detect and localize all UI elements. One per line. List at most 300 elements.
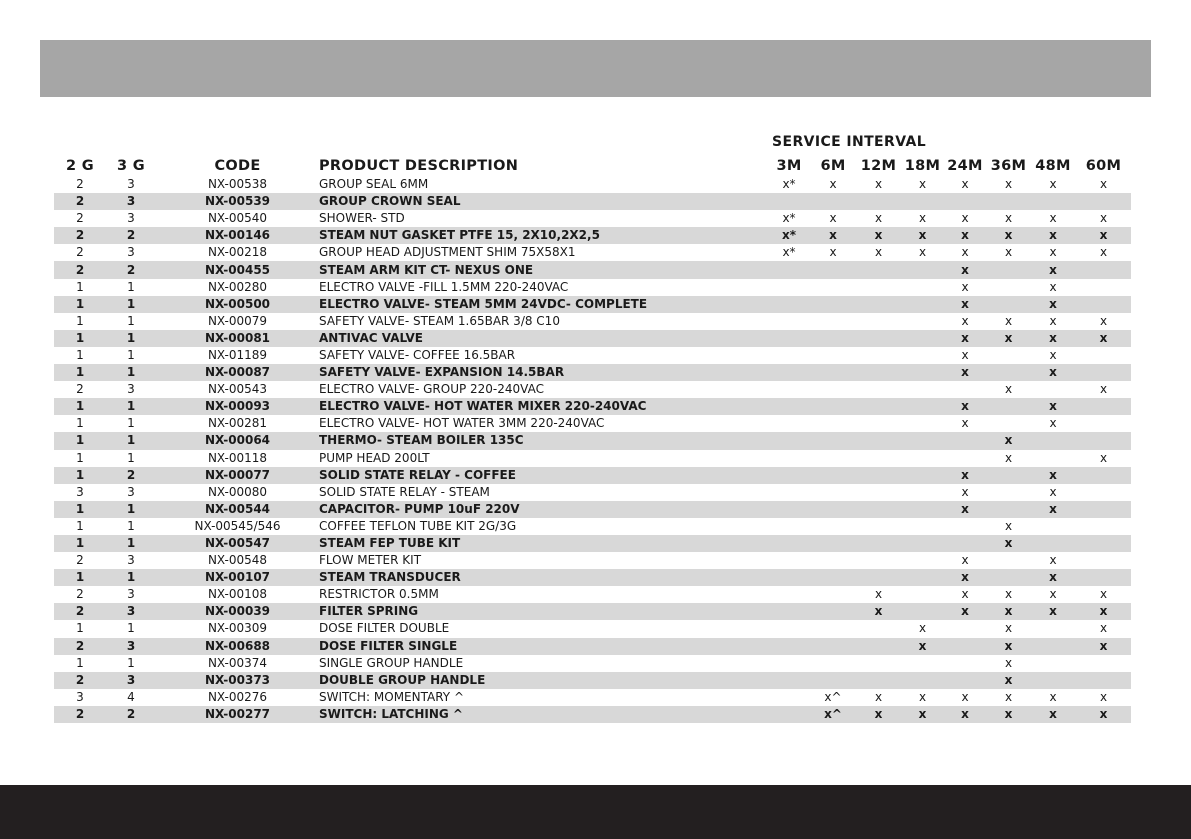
interval-36m-mark — [987, 467, 1030, 484]
interval-48m-mark: x — [1030, 227, 1076, 244]
interval-60m-mark: x — [1076, 330, 1131, 347]
code-cell: NX-00080 — [207, 484, 268, 499]
interval-3m-mark: x* — [782, 211, 796, 226]
interval-24m-mark: x — [961, 313, 969, 328]
interval-24m-mark: x — [943, 296, 987, 313]
description-cell: SAFETY VALVE- STEAM 1.65BAR 3/8 C10 — [319, 313, 560, 328]
interval-24m-mark: x — [961, 416, 969, 431]
interval-36m-mark — [987, 279, 1030, 296]
interval-12m-mark — [855, 330, 902, 347]
qty-3g-cell: 1 — [106, 330, 156, 347]
interval-6m-mark — [811, 313, 855, 330]
interval-6m-mark — [811, 501, 855, 518]
code-cell: NX-00373 — [156, 672, 319, 689]
description-cell: SINGLE GROUP HANDLE — [319, 655, 464, 670]
interval-60m-mark — [1076, 347, 1131, 364]
interval-24m-mark: x — [943, 364, 987, 381]
description-cell: THERMO- STEAM BOILER 135C — [319, 432, 767, 449]
table-row — [54, 381, 1131, 398]
interval-6m-mark — [811, 381, 855, 398]
code-cell: NX-00281 — [207, 416, 268, 431]
table-row — [54, 364, 1131, 381]
interval-36m-mark: x — [1004, 382, 1013, 397]
interval-6m-mark — [811, 535, 855, 552]
qty-2g-cell: 1 — [54, 398, 106, 415]
table-header-row — [54, 155, 1131, 176]
interval-18m-mark — [902, 450, 943, 467]
interval-18m-mark — [902, 330, 943, 347]
qty-2g-cell: 2 — [76, 177, 84, 192]
qty-3g-cell: 2 — [106, 467, 156, 484]
interval-3m-mark — [767, 296, 811, 313]
interval-12m-mark: x — [874, 587, 883, 602]
interval-3m-mark — [767, 432, 811, 449]
interval-60m-mark: x — [1099, 689, 1108, 704]
interval-6m-mark: x — [829, 211, 837, 226]
interval-6m-mark — [811, 296, 855, 313]
interval-24m-mark — [943, 193, 987, 210]
interval-18m-mark — [902, 398, 943, 415]
interval-3m-mark — [767, 415, 811, 432]
interval-12m-mark — [855, 518, 902, 535]
interval-60m-mark — [1076, 655, 1131, 672]
interval-3m-mark — [767, 193, 811, 210]
interval-48m-mark: x — [1030, 364, 1076, 381]
header-description: PRODUCT DESCRIPTION — [319, 157, 519, 174]
interval-6m-mark — [811, 484, 855, 501]
qty-3g-cell: 1 — [127, 655, 135, 670]
qty-3g-cell: 1 — [106, 364, 156, 381]
interval-48m-mark: x — [1049, 245, 1057, 260]
interval-18m-mark: x — [918, 177, 927, 192]
interval-60m-mark: x — [1099, 245, 1108, 260]
interval-60m-mark: x — [1076, 603, 1131, 620]
code-cell: NX-00688 — [156, 638, 319, 655]
interval-24m-mark: x — [961, 347, 969, 362]
table-row — [54, 261, 1131, 278]
interval-12m-mark — [855, 261, 902, 278]
interval-6m-mark — [811, 672, 855, 689]
interval-6m-mark — [811, 279, 855, 296]
interval-48m-mark — [1030, 655, 1076, 672]
interval-48m-mark: x — [1030, 467, 1076, 484]
interval-3m-mark: x* — [782, 177, 796, 192]
code-cell: NX-00093 — [156, 398, 319, 415]
interval-18m-mark — [902, 484, 943, 501]
qty-2g-cell: 1 — [54, 501, 106, 518]
interval-18m-mark: x — [918, 621, 927, 636]
interval-6m-mark — [811, 638, 855, 655]
header-interval-12m: 12M — [860, 157, 897, 174]
qty-2g-cell: 2 — [54, 603, 106, 620]
interval-36m-mark: x — [1004, 313, 1013, 328]
table-row — [54, 620, 1131, 637]
header-code: CODE — [214, 157, 261, 174]
interval-3m-mark — [767, 347, 811, 364]
code-cell: NX-00276 — [207, 689, 268, 704]
interval-3m-mark — [767, 655, 811, 672]
interval-3m-mark — [767, 638, 811, 655]
qty-3g-cell: 2 — [106, 706, 156, 723]
interval-12m-mark — [855, 672, 902, 689]
description-cell: SAFETY VALVE- COFFEE 16.5BAR — [319, 347, 516, 362]
description-cell: SHOWER- STD — [319, 211, 405, 226]
interval-6m-mark — [811, 603, 855, 620]
interval-3m-mark — [767, 381, 811, 398]
interval-18m-mark: x — [918, 245, 927, 260]
table-row — [54, 244, 1131, 261]
description-cell: ELECTRO VALVE- HOT WATER MIXER 220-240VAC — [319, 398, 767, 415]
qty-2g-cell: 2 — [54, 706, 106, 723]
interval-24m-mark: x — [943, 467, 987, 484]
interval-18m-mark — [902, 296, 943, 313]
qty-2g-cell: 1 — [76, 450, 84, 465]
qty-2g-cell: 1 — [54, 569, 106, 586]
qty-3g-cell: 1 — [106, 501, 156, 518]
interval-36m-mark: x — [987, 706, 1030, 723]
table-row — [54, 279, 1131, 296]
table-row — [54, 638, 1131, 655]
qty-3g-cell: 3 — [127, 382, 135, 397]
interval-36m-mark: x — [1004, 587, 1013, 602]
table-row — [54, 176, 1131, 193]
interval-48m-mark — [1030, 432, 1076, 449]
interval-24m-mark: x — [961, 553, 969, 568]
interval-12m-mark — [855, 193, 902, 210]
interval-6m-mark: x^ — [824, 689, 842, 704]
interval-36m-mark: x — [1004, 689, 1013, 704]
qty-3g-cell: 3 — [106, 603, 156, 620]
interval-3m-mark — [767, 364, 811, 381]
interval-36m-mark: x — [987, 603, 1030, 620]
interval-48m-mark — [1030, 518, 1076, 535]
interval-60m-mark — [1076, 279, 1131, 296]
interval-6m-mark: x^ — [811, 706, 855, 723]
interval-18m-mark — [902, 586, 943, 603]
interval-6m-mark — [811, 398, 855, 415]
qty-2g-cell: 1 — [76, 279, 84, 294]
qty-2g-cell: 1 — [54, 364, 106, 381]
interval-3m-mark — [767, 330, 811, 347]
header-interval-48m: 48M — [1035, 157, 1071, 174]
interval-48m-mark: x — [1030, 261, 1076, 278]
interval-3m-mark: x* — [782, 245, 796, 260]
qty-3g-cell: 3 — [127, 245, 135, 260]
code-cell: NX-00309 — [207, 621, 268, 636]
interval-60m-mark: x — [1099, 177, 1108, 192]
interval-6m-mark — [811, 620, 855, 637]
table-row — [54, 689, 1131, 706]
interval-18m-mark — [902, 501, 943, 518]
qty-3g-cell: 1 — [127, 416, 135, 431]
interval-48m-mark: x — [1049, 313, 1057, 328]
qty-2g-cell: 1 — [54, 535, 106, 552]
interval-18m-mark — [902, 672, 943, 689]
header-interval-3m: 3M — [776, 157, 802, 174]
interval-24m-mark — [943, 518, 987, 535]
code-cell: NX-00500 — [156, 296, 319, 313]
qty-3g-cell: 1 — [106, 398, 156, 415]
interval-6m-mark — [811, 330, 855, 347]
table-row — [54, 672, 1131, 689]
interval-48m-mark — [1030, 193, 1076, 210]
table-row — [54, 706, 1131, 723]
interval-12m-mark: x — [874, 211, 883, 226]
interval-36m-mark: x — [1004, 245, 1013, 260]
header-2g: 2 G — [66, 157, 94, 174]
interval-3m-mark — [767, 672, 811, 689]
interval-36m-mark — [987, 398, 1030, 415]
interval-36m-mark — [987, 484, 1030, 501]
table-row — [54, 193, 1131, 210]
code-cell: NX-00544 — [156, 501, 319, 518]
interval-48m-mark: x — [1049, 347, 1057, 362]
interval-60m-mark: x — [1099, 621, 1108, 636]
qty-2g-cell: 1 — [54, 432, 106, 449]
code-cell: NX-00538 — [207, 177, 268, 192]
interval-36m-mark: x — [1004, 518, 1013, 533]
interval-3m-mark — [767, 689, 811, 706]
table-row — [54, 210, 1131, 227]
code-cell: NX-00280 — [207, 279, 268, 294]
interval-36m-mark: x — [987, 432, 1030, 449]
interval-24m-mark — [943, 381, 987, 398]
table-row — [54, 347, 1131, 364]
interval-48m-mark — [1030, 638, 1076, 655]
table-row — [54, 313, 1131, 330]
interval-48m-mark: x — [1049, 177, 1057, 192]
interval-60m-mark — [1076, 193, 1131, 210]
interval-3m-mark — [767, 535, 811, 552]
interval-12m-mark: x — [874, 689, 883, 704]
code-cell: NX-00107 — [156, 569, 319, 586]
interval-12m-mark — [855, 279, 902, 296]
table-row — [54, 569, 1131, 586]
interval-6m-mark — [811, 261, 855, 278]
interval-12m-mark — [855, 655, 902, 672]
interval-6m-mark — [811, 552, 855, 569]
interval-18m-mark — [902, 552, 943, 569]
interval-6m-mark — [811, 432, 855, 449]
description-cell: SOLID STATE RELAY - COFFEE — [319, 467, 767, 484]
interval-12m-mark — [855, 415, 902, 432]
qty-3g-cell: 1 — [106, 535, 156, 552]
interval-18m-mark — [902, 415, 943, 432]
qty-2g-cell: 2 — [54, 193, 106, 210]
interval-60m-mark: x — [1076, 638, 1131, 655]
description-cell: COFFEE TEFLON TUBE KIT 2G/3G — [319, 518, 517, 533]
interval-6m-mark: x — [829, 177, 837, 192]
interval-12m-mark — [855, 398, 902, 415]
interval-24m-mark — [943, 655, 987, 672]
interval-12m-mark — [855, 313, 902, 330]
interval-3m-mark — [767, 467, 811, 484]
interval-12m-mark — [855, 432, 902, 449]
interval-24m-mark — [943, 432, 987, 449]
interval-18m-mark — [902, 313, 943, 330]
interval-36m-mark: x — [1004, 450, 1013, 465]
interval-18m-mark: x — [918, 211, 927, 226]
interval-12m-mark — [855, 501, 902, 518]
interval-60m-mark — [1076, 484, 1131, 501]
header-interval-36m: 36M — [990, 157, 1027, 174]
interval-3m-mark — [767, 501, 811, 518]
interval-18m-mark — [902, 603, 943, 620]
code-cell: NX-00081 — [156, 330, 319, 347]
interval-24m-mark — [943, 638, 987, 655]
footer-band — [0, 785, 1191, 839]
interval-6m-mark — [811, 569, 855, 586]
interval-3m-mark — [767, 586, 811, 603]
interval-60m-mark — [1076, 364, 1131, 381]
description-cell: ANTIVAC VALVE — [319, 330, 767, 347]
qty-2g-cell: 1 — [76, 347, 84, 362]
description-cell: GROUP HEAD ADJUSTMENT SHIM 75X58X1 — [319, 245, 576, 260]
interval-36m-mark — [987, 347, 1030, 364]
interval-60m-mark — [1076, 569, 1131, 586]
description-cell: CAPACITOR- PUMP 10uF 220V — [319, 501, 767, 518]
interval-48m-mark: x — [1030, 501, 1076, 518]
table-row — [54, 535, 1131, 552]
interval-6m-mark — [811, 450, 855, 467]
table-row — [54, 450, 1131, 467]
qty-2g-cell: 2 — [54, 227, 106, 244]
interval-24m-mark — [943, 672, 987, 689]
interval-48m-mark: x — [1030, 603, 1076, 620]
description-cell: SWITCH: LATCHING ^ — [319, 706, 767, 723]
description-cell: DOSE FILTER SINGLE — [319, 638, 767, 655]
interval-18m-mark: x — [902, 638, 943, 655]
qty-3g-cell: 3 — [106, 193, 156, 210]
interval-3m-mark — [767, 603, 811, 620]
interval-48m-mark: x — [1030, 296, 1076, 313]
interval-36m-mark: x — [1004, 621, 1013, 636]
table-row — [54, 330, 1131, 347]
qty-3g-cell: 3 — [127, 484, 135, 499]
code-cell: NX-00118 — [207, 450, 268, 465]
code-cell: NX-00548 — [207, 553, 268, 568]
interval-12m-mark — [855, 484, 902, 501]
qty-2g-cell: 2 — [76, 245, 84, 260]
interval-12m-mark — [855, 569, 902, 586]
interval-6m-mark: x — [811, 227, 855, 244]
qty-2g-cell: 1 — [76, 416, 84, 431]
interval-24m-mark: x — [961, 211, 969, 226]
service-interval-title: SERVICE INTERVAL — [772, 134, 927, 150]
qty-2g-cell: 2 — [76, 553, 84, 568]
interval-12m-mark — [855, 552, 902, 569]
description-cell: STEAM FEP TUBE KIT — [319, 535, 767, 552]
interval-60m-mark — [1076, 501, 1131, 518]
header-interval-24m: 24M — [947, 157, 983, 174]
interval-18m-mark — [902, 569, 943, 586]
interval-6m-mark — [811, 467, 855, 484]
qty-2g-cell: 2 — [54, 261, 106, 278]
description-cell: SAFETY VALVE- EXPANSION 14.5BAR — [319, 364, 767, 381]
qty-3g-cell: 1 — [127, 518, 135, 533]
interval-18m-mark — [902, 655, 943, 672]
interval-60m-mark — [1076, 261, 1131, 278]
interval-12m-mark — [855, 347, 902, 364]
interval-48m-mark: x — [1049, 553, 1057, 568]
interval-36m-mark — [987, 552, 1030, 569]
qty-3g-cell: 3 — [127, 211, 135, 226]
table-row — [54, 432, 1131, 449]
interval-24m-mark: x — [943, 330, 987, 347]
interval-12m-mark — [855, 535, 902, 552]
code-cell: NX-00108 — [207, 587, 268, 602]
code-cell: NX-00374 — [207, 655, 268, 670]
qty-3g-cell: 1 — [106, 569, 156, 586]
interval-3m-mark — [767, 552, 811, 569]
code-cell: NX-00064 — [156, 432, 319, 449]
interval-48m-mark: x — [1030, 330, 1076, 347]
interval-3m-mark — [767, 313, 811, 330]
interval-48m-mark: x — [1049, 484, 1057, 499]
interval-18m-mark — [902, 535, 943, 552]
interval-18m-mark: x — [918, 689, 927, 704]
code-cell: NX-00543 — [207, 382, 268, 397]
qty-2g-cell: 2 — [54, 638, 106, 655]
code-cell: NX-00218 — [207, 245, 268, 260]
qty-3g-cell: 1 — [127, 621, 135, 636]
table-row — [54, 398, 1131, 415]
description-cell: STEAM NUT GASKET PTFE 15, 2X10,2X2,5 — [319, 227, 767, 244]
table-row — [54, 518, 1131, 535]
interval-60m-mark — [1076, 552, 1131, 569]
description-cell: ELECTRO VALVE- STEAM 5MM 24VDC- COMPLETE — [319, 296, 767, 313]
qty-3g-cell: 1 — [106, 432, 156, 449]
interval-6m-mark: x — [829, 245, 837, 260]
interval-48m-mark — [1030, 620, 1076, 637]
code-cell: NX-00087 — [156, 364, 319, 381]
interval-24m-mark: x — [943, 603, 987, 620]
interval-12m-mark — [855, 638, 902, 655]
interval-24m-mark: x — [961, 177, 969, 192]
table-row — [54, 227, 1131, 244]
table-row — [54, 484, 1131, 501]
qty-3g-cell: 4 — [127, 689, 135, 704]
interval-3m-mark — [767, 706, 811, 723]
qty-2g-cell: 2 — [54, 672, 106, 689]
qty-2g-cell: 1 — [76, 313, 84, 328]
interval-60m-mark — [1076, 415, 1131, 432]
table-row — [54, 501, 1131, 518]
interval-18m-mark — [902, 381, 943, 398]
interval-48m-mark: x — [1030, 706, 1076, 723]
interval-12m-mark — [855, 364, 902, 381]
interval-24m-mark — [943, 620, 987, 637]
interval-6m-mark — [811, 364, 855, 381]
interval-6m-mark — [811, 586, 855, 603]
interval-60m-mark: x — [1099, 450, 1108, 465]
qty-2g-cell: 1 — [76, 518, 84, 533]
interval-18m-mark: x — [902, 227, 943, 244]
description-cell: STEAM ARM KIT CT- NEXUS ONE — [319, 261, 767, 278]
table-row — [54, 296, 1131, 313]
interval-24m-mark: x — [943, 501, 987, 518]
description-cell: ELECTRO VALVE -FILL 1.5MM 220-240VAC — [319, 279, 569, 294]
interval-3m-mark — [767, 620, 811, 637]
interval-12m-mark — [855, 467, 902, 484]
interval-18m-mark — [902, 364, 943, 381]
interval-6m-mark — [811, 415, 855, 432]
qty-3g-cell: 1 — [127, 313, 135, 328]
interval-18m-mark — [902, 432, 943, 449]
description-cell: PUMP HEAD 200LT — [319, 450, 430, 465]
qty-3g-cell: 3 — [127, 177, 135, 192]
interval-24m-mark: x — [961, 689, 969, 704]
